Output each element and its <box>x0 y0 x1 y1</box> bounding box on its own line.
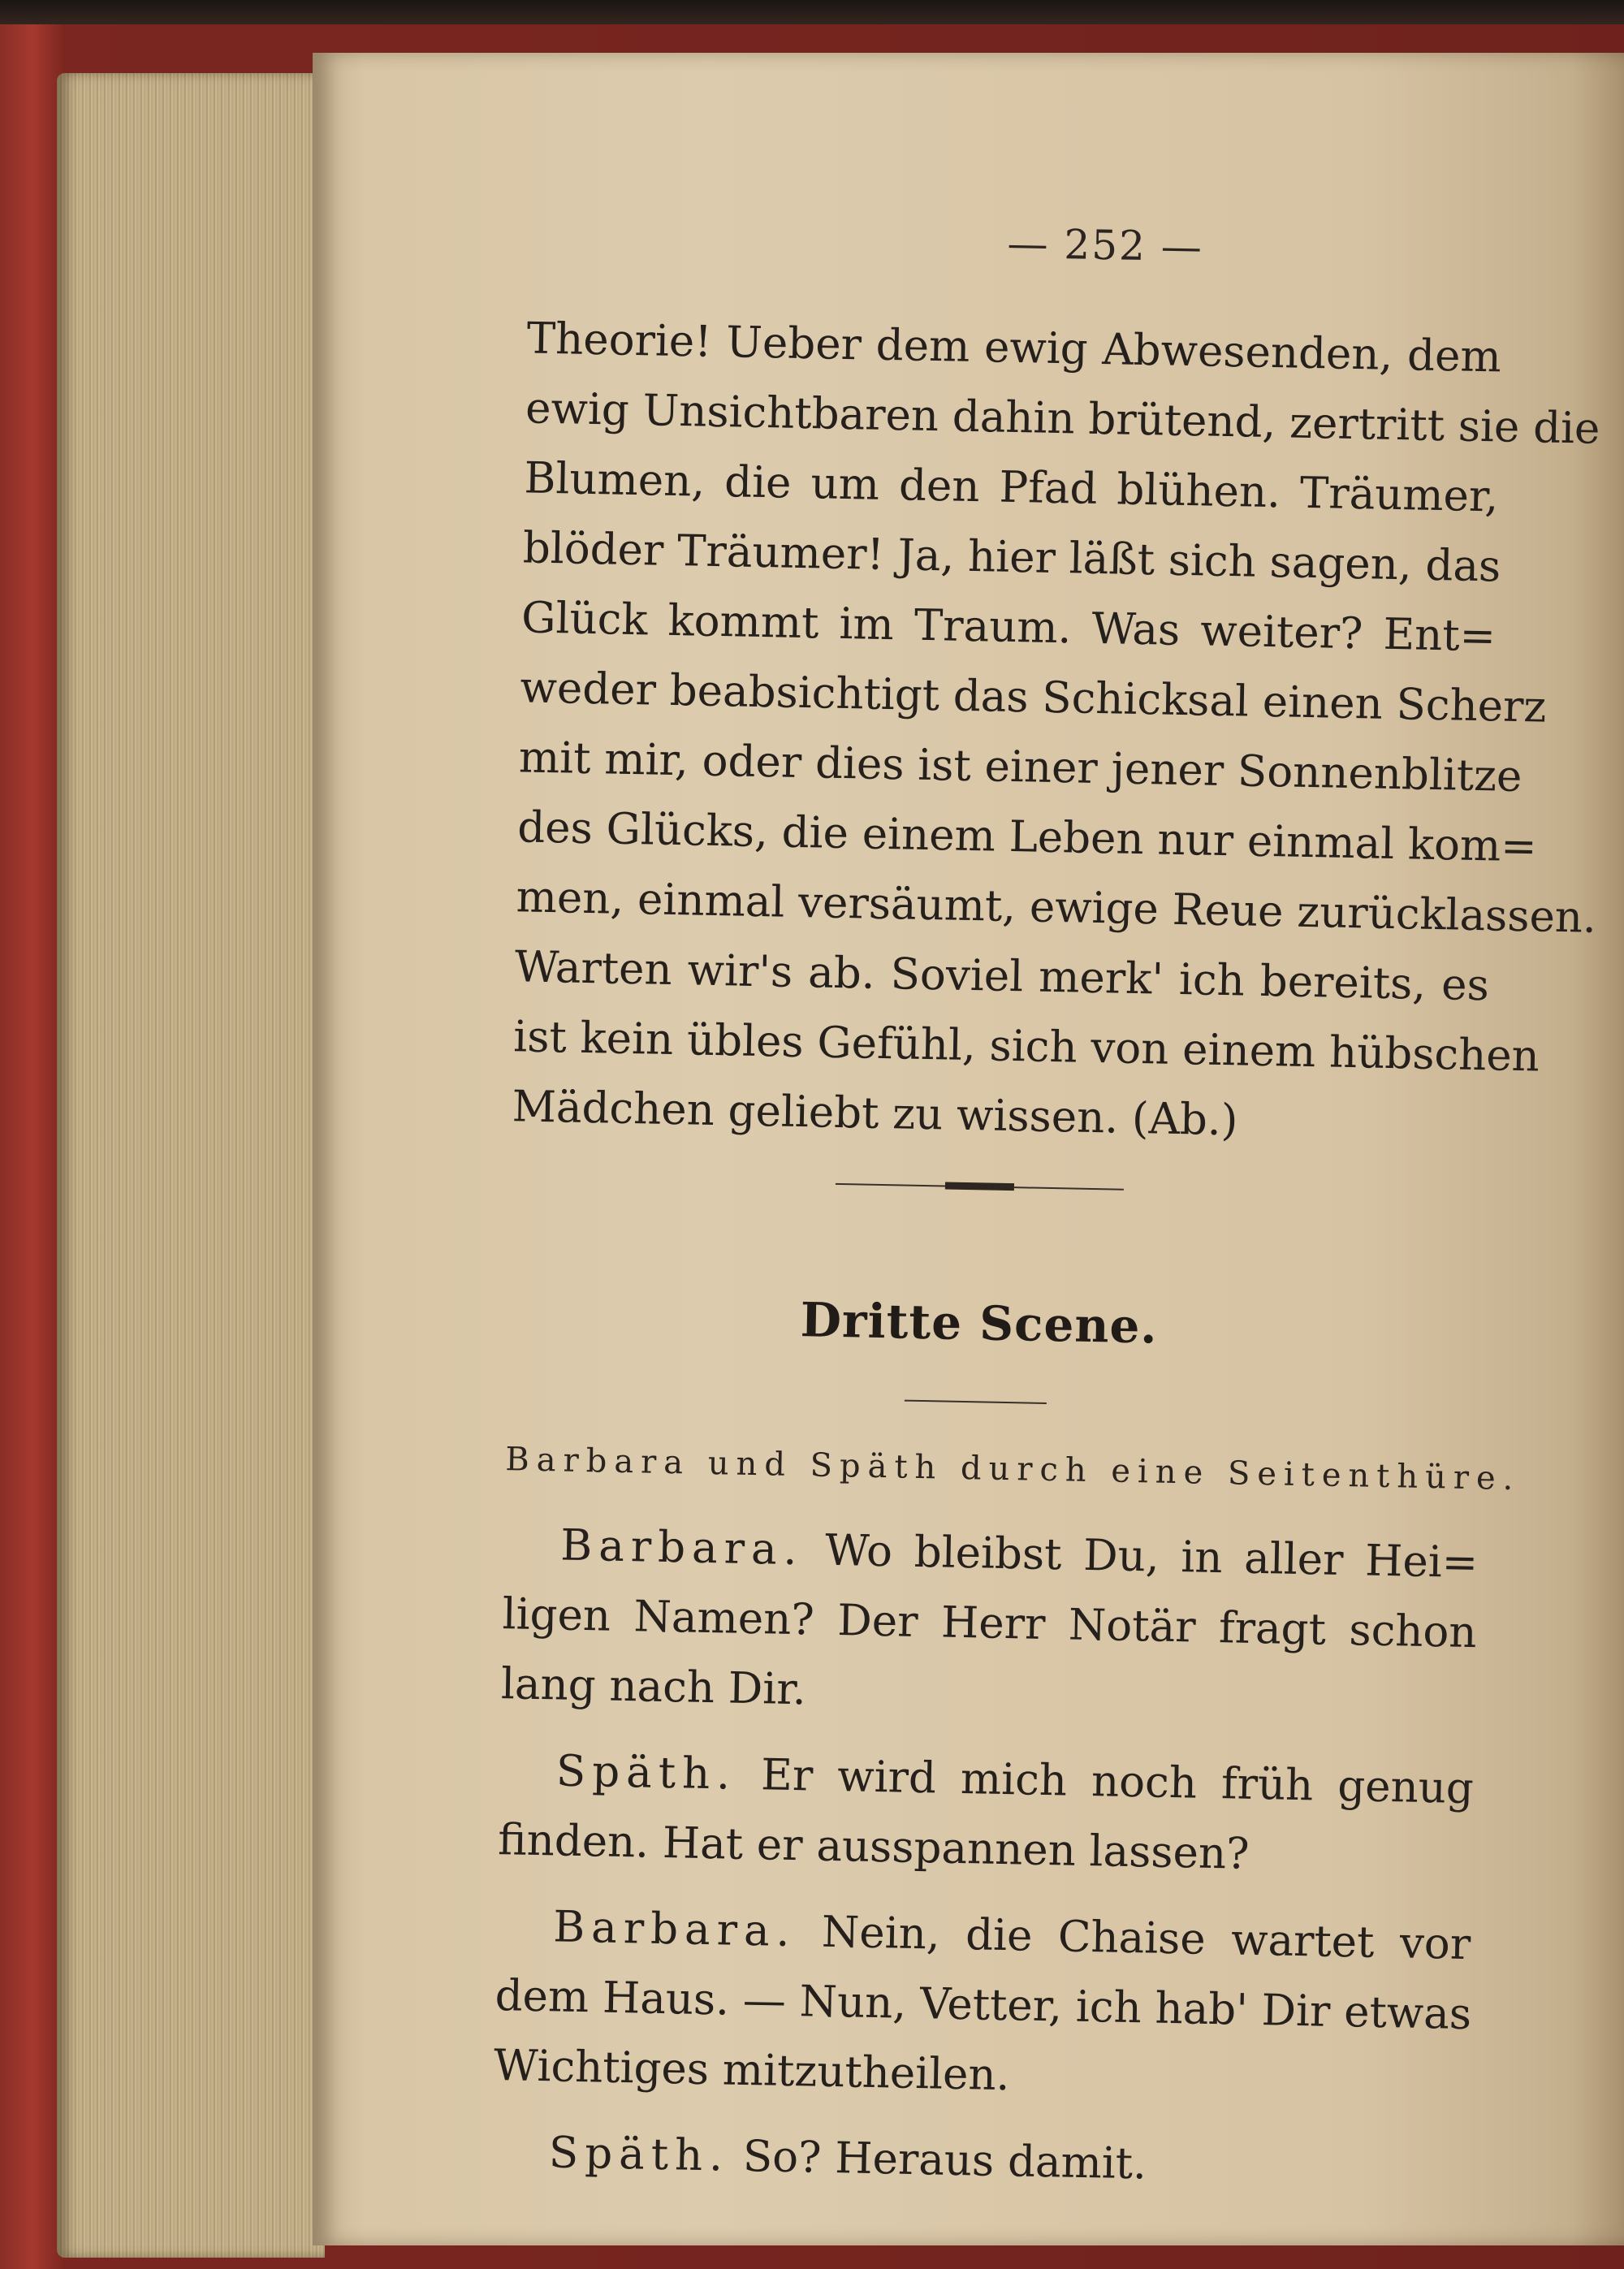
text-line: Blumen, die um den Pfad blühen. Träumer, <box>523 453 1499 522</box>
speaker-name: Barbara. <box>559 1520 805 1575</box>
book-page <box>313 53 1624 2245</box>
stage-direction: Barbara und Späth durch eine Seitenthüre. <box>504 1441 1521 1498</box>
section-divider-ornament <box>836 1179 1124 1195</box>
text-line: Glück kommt im Traum. Was weiter? Ent= <box>520 593 1497 662</box>
dialogue-line: ligen Namen? Der Herr Notär fragt schon <box>502 1589 1478 1658</box>
text-line: mit mir, oder dies ist einer jener Sonnenblitze <box>518 733 1522 802</box>
text-line: des Glücks, die einem Leben nur einmal kom= <box>516 802 1538 872</box>
speaker-name: Späth. <box>548 2128 730 2181</box>
page-edges <box>57 73 325 2258</box>
dialogue-line: finden. Hat er ausspannen lassen? <box>497 1815 1250 1879</box>
speaker-name: Barbara. <box>552 1902 797 1957</box>
dialogue-line <box>491 2117 1466 2206</box>
text-line: men, einmal versäumt, ewige Reue zurücklassen. <box>516 872 1597 943</box>
title-rule <box>905 1400 1047 1404</box>
text-line: ewig Unsichtbaren dahin brütend, zertritt sie die <box>525 383 1600 454</box>
text-line: Mädchen geliebt zu wissen. (Ab.) <box>512 1082 1238 1146</box>
speaker-name: Späth. <box>555 1746 737 1800</box>
body-paragraph <box>512 304 1600 1160</box>
text-line: Theorie! Ueber dem ewig Abwesenden, dem <box>526 313 1502 382</box>
speech-text: Nein, die Chaise wartet vor <box>821 1907 1471 1970</box>
scene-title: Dritte Scene. <box>800 1292 1159 1355</box>
dialogue-line: Wichtiges mitzutheilen. <box>493 2041 1011 2101</box>
page-content <box>287 41 1624 2258</box>
text-line: ist kein übles Gefühl, sich von einem hübschen <box>512 1012 1540 1082</box>
dialogue-line: lang nach Dir. <box>500 1659 807 1715</box>
speech-text: Wo bleibst Du, in aller Hei= <box>824 1525 1479 1588</box>
page-number: — 252 — <box>1007 219 1204 271</box>
text-line: Warten wir's ab. Soviel merk' ich bereits, es <box>514 942 1490 1011</box>
text-line: weder beabsichtigt das Schicksal einen Scherz <box>520 663 1547 733</box>
dialogue <box>491 1510 1479 2206</box>
text-line: blöder Träumer! Ja, hier läßt sich sagen, das <box>522 523 1501 592</box>
speech-text: So? Heraus damit. <box>742 2131 1147 2189</box>
dialogue-line: dem Haus. — Nun, Vetter, ich hab' Dir etwas <box>495 1971 1472 2040</box>
speech-text: Er wird mich noch früh genug <box>760 1750 1475 1814</box>
